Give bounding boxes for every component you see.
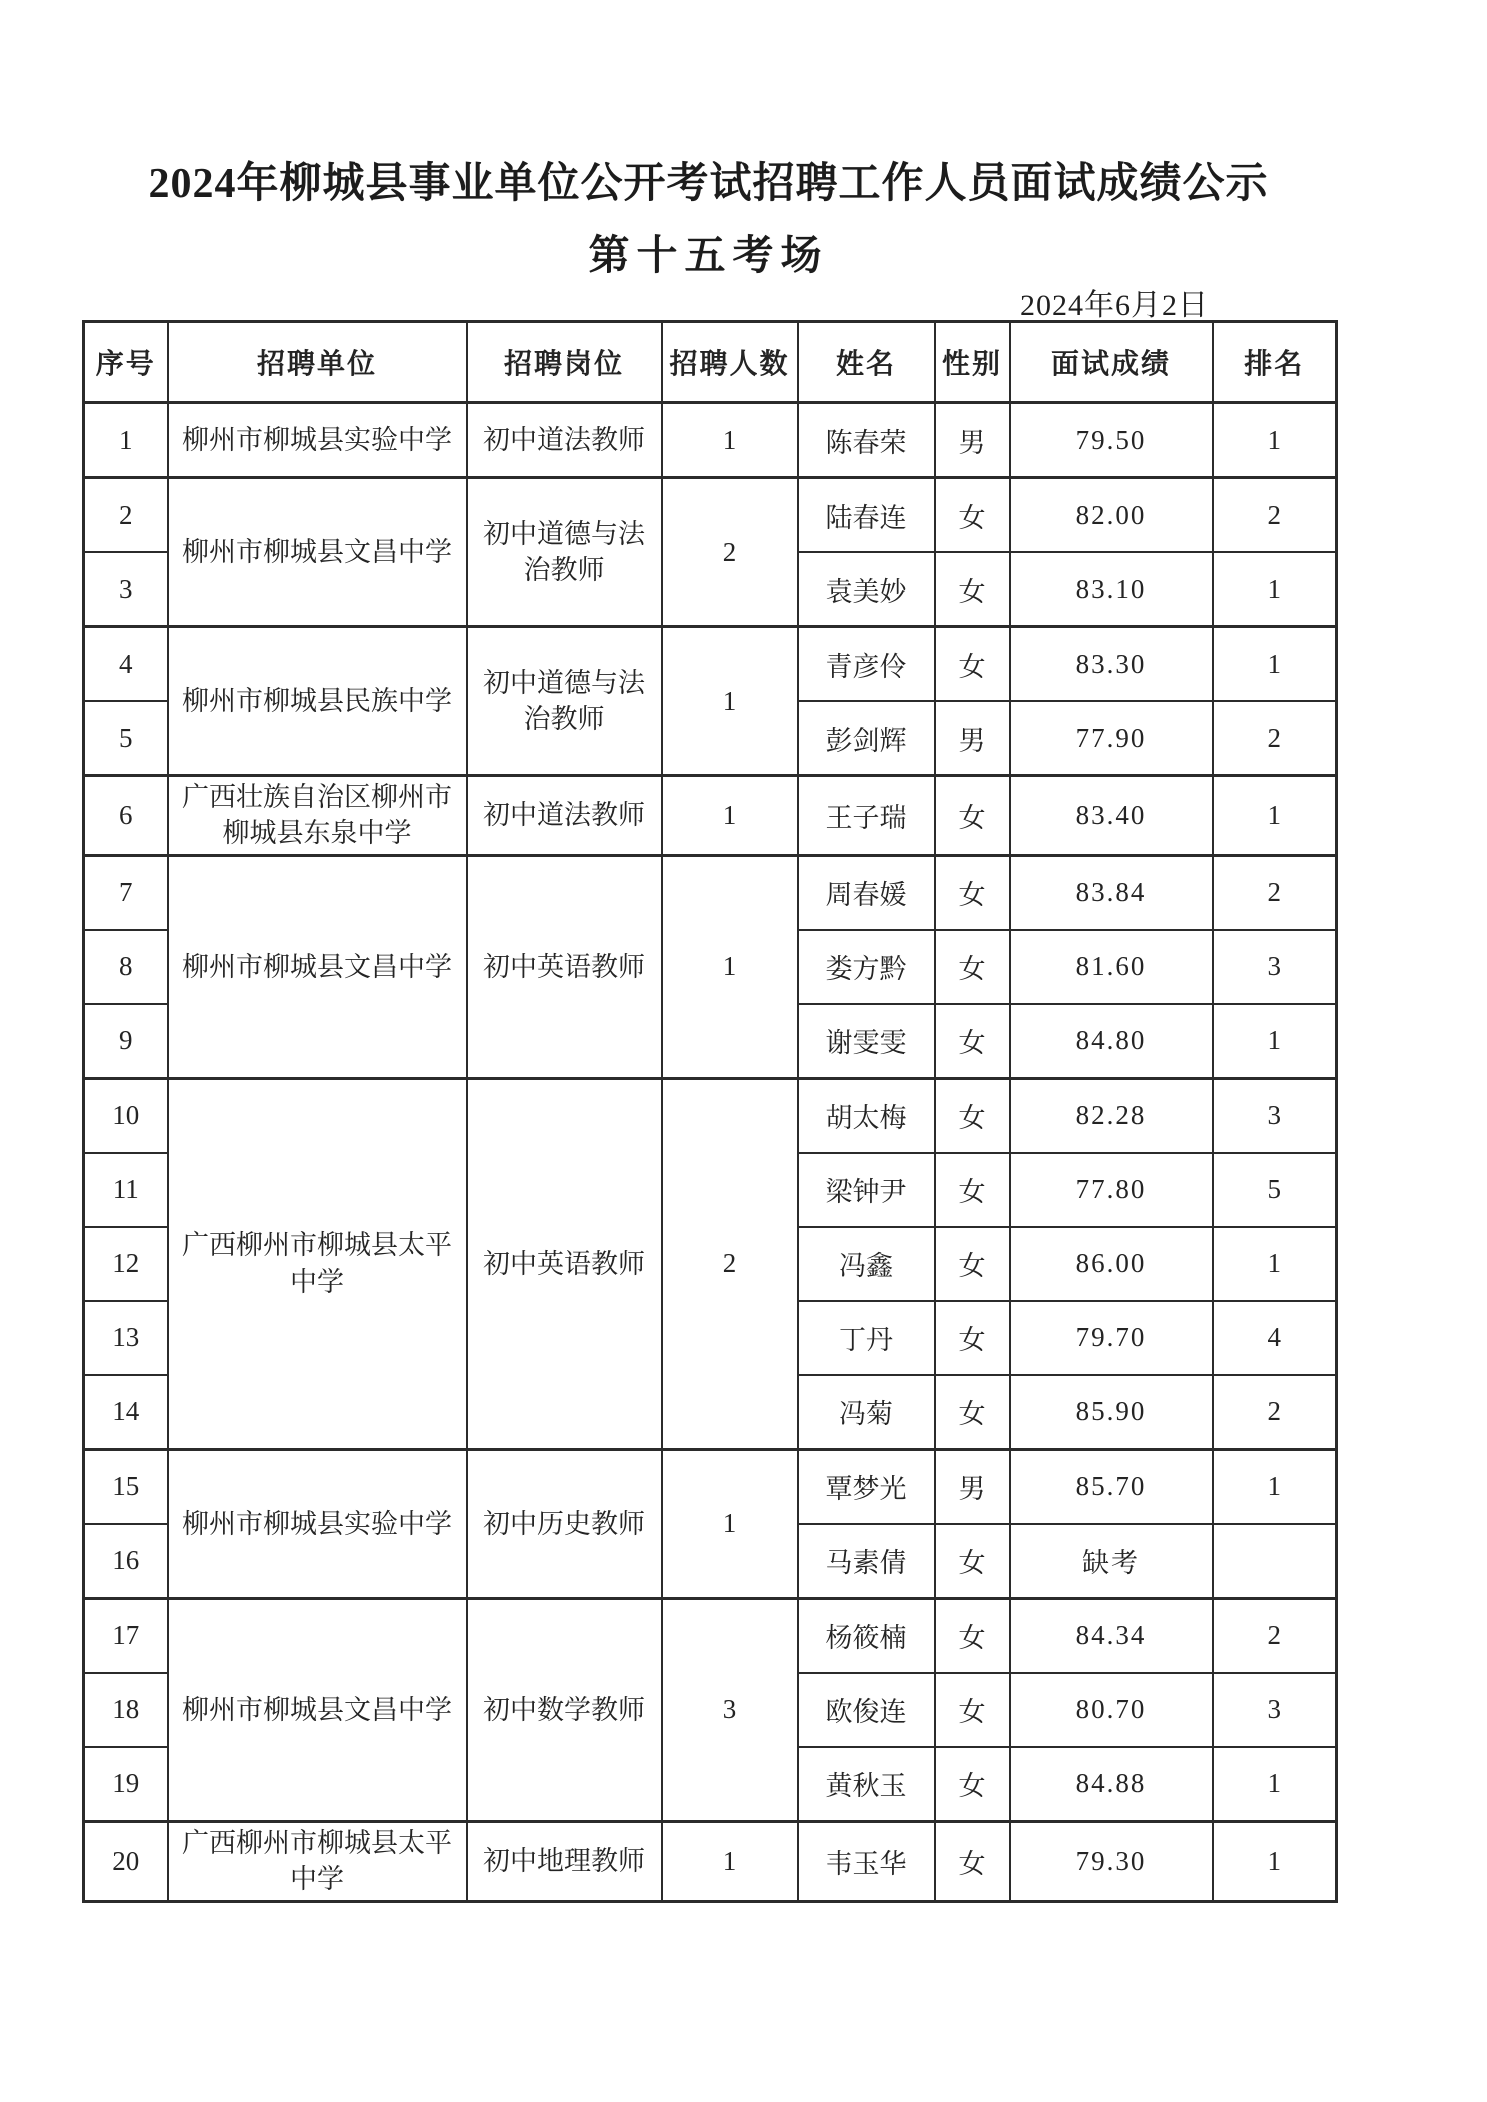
cell-unit: 柳州市柳城县实验中学 (168, 1449, 467, 1598)
cell-serial: 17 (84, 1598, 168, 1673)
cell-score: 79.30 (1010, 1821, 1213, 1901)
table-row (84, 627, 1337, 702)
col-header-position: 招聘岗位 (467, 322, 662, 403)
cell-rank: 2 (1213, 1598, 1337, 1673)
cell-position: 初中英语教师 (467, 1078, 662, 1449)
cell-serial: 9 (84, 1004, 168, 1079)
cell-serial: 18 (84, 1673, 168, 1747)
cell-position: 初中英语教师 (467, 855, 662, 1078)
cell-gender: 女 (935, 1375, 1010, 1450)
cell-name: 王子瑞 (798, 776, 935, 856)
table-row (84, 1449, 1337, 1524)
cell-gender: 女 (935, 1821, 1010, 1901)
cell-name: 冯鑫 (798, 1227, 935, 1301)
cell-name: 欧俊连 (798, 1673, 935, 1747)
cell-serial: 3 (84, 552, 168, 627)
cell-gender: 女 (935, 1524, 1010, 1599)
cell-position: 初中数学教师 (467, 1598, 662, 1821)
cell-score: 77.90 (1010, 701, 1213, 776)
cell-rank: 1 (1213, 1227, 1337, 1301)
cell-rank: 1 (1213, 552, 1337, 627)
cell-position: 初中道德与法治教师 (467, 627, 662, 776)
cell-score: 84.34 (1010, 1598, 1213, 1673)
table-row (84, 776, 1337, 856)
cell-gender: 男 (935, 403, 1010, 478)
cell-gender: 女 (935, 627, 1010, 702)
interview-score-table (82, 320, 1338, 1903)
cell-rank: 3 (1213, 930, 1337, 1004)
cell-serial: 15 (84, 1449, 168, 1524)
cell-rank: 2 (1213, 701, 1337, 776)
cell-rank: 1 (1213, 403, 1337, 478)
cell-serial: 2 (84, 478, 168, 553)
cell-unit: 柳州市柳城县文昌中学 (168, 1598, 467, 1821)
cell-score: 77.80 (1010, 1153, 1213, 1227)
cell-score: 83.10 (1010, 552, 1213, 627)
cell-count: 1 (662, 855, 798, 1078)
cell-name: 周春媛 (798, 855, 935, 930)
cell-unit: 柳州市柳城县民族中学 (168, 627, 467, 776)
cell-serial: 20 (84, 1821, 168, 1901)
date-label: 2024年6月2日 (1020, 289, 1209, 322)
cell-rank: 1 (1213, 1747, 1337, 1822)
cell-count: 2 (662, 1078, 798, 1449)
cell-score: 81.60 (1010, 930, 1213, 1004)
cell-gender: 女 (935, 1078, 1010, 1153)
cell-name: 韦玉华 (798, 1821, 935, 1901)
cell-rank: 2 (1213, 855, 1337, 930)
cell-unit: 广西柳州市柳城县太平中学 (168, 1821, 467, 1901)
cell-score: 80.70 (1010, 1673, 1213, 1747)
cell-rank: 1 (1213, 1449, 1337, 1524)
cell-count: 1 (662, 627, 798, 776)
cell-serial: 5 (84, 701, 168, 776)
cell-serial: 6 (84, 776, 168, 856)
cell-gender: 女 (935, 930, 1010, 1004)
cell-rank: 2 (1213, 478, 1337, 553)
cell-rank (1213, 1524, 1337, 1599)
cell-score: 83.84 (1010, 855, 1213, 930)
cell-gender: 男 (935, 701, 1010, 776)
cell-name: 谢雯雯 (798, 1004, 935, 1079)
cell-name: 丁丹 (798, 1301, 935, 1375)
cell-serial: 1 (84, 403, 168, 478)
cell-gender: 女 (935, 1598, 1010, 1673)
cell-serial: 19 (84, 1747, 168, 1822)
cell-count: 1 (662, 1821, 798, 1901)
cell-name: 陈春荣 (798, 403, 935, 478)
cell-gender: 女 (935, 1301, 1010, 1375)
cell-rank: 1 (1213, 1821, 1337, 1901)
cell-position: 初中地理教师 (467, 1821, 662, 1901)
cell-gender: 女 (935, 478, 1010, 553)
cell-score: 83.30 (1010, 627, 1213, 702)
document-title: 2024年柳城县事业单位公开考试招聘工作人员面试成绩公示 (148, 161, 1269, 207)
cell-position: 初中道法教师 (467, 776, 662, 856)
cell-score: 79.70 (1010, 1301, 1213, 1375)
col-header-unit: 招聘单位 (168, 322, 467, 403)
cell-name: 黄秋玉 (798, 1747, 935, 1822)
cell-score: 86.00 (1010, 1227, 1213, 1301)
table-row (84, 403, 1337, 478)
table-row (84, 1078, 1337, 1153)
cell-name: 袁美妙 (798, 552, 935, 627)
cell-gender: 女 (935, 552, 1010, 627)
cell-name: 青彦伶 (798, 627, 935, 702)
cell-name: 冯菊 (798, 1375, 935, 1450)
cell-name: 梁钟尹 (798, 1153, 935, 1227)
cell-serial: 10 (84, 1078, 168, 1153)
cell-rank: 3 (1213, 1078, 1337, 1153)
col-header-score: 面试成绩 (1010, 322, 1213, 403)
cell-rank: 1 (1213, 776, 1337, 856)
cell-name: 覃梦光 (798, 1449, 935, 1524)
cell-name: 杨筱楠 (798, 1598, 935, 1673)
cell-name: 陆春连 (798, 478, 935, 553)
table-row (84, 855, 1337, 930)
col-header-serial: 序号 (84, 322, 168, 403)
cell-gender: 女 (935, 1747, 1010, 1822)
col-header-name: 姓名 (798, 322, 935, 403)
cell-score: 82.28 (1010, 1078, 1213, 1153)
cell-gender: 男 (935, 1449, 1010, 1524)
cell-name: 马素倩 (798, 1524, 935, 1599)
cell-score: 85.90 (1010, 1375, 1213, 1450)
cell-serial: 12 (84, 1227, 168, 1301)
cell-gender: 女 (935, 855, 1010, 930)
cell-name: 胡太梅 (798, 1078, 935, 1153)
cell-score: 84.80 (1010, 1004, 1213, 1079)
cell-unit: 柳州市柳城县文昌中学 (168, 855, 467, 1078)
cell-count: 1 (662, 1449, 798, 1598)
cell-count: 3 (662, 1598, 798, 1821)
cell-score: 84.88 (1010, 1747, 1213, 1822)
exam-room-subtitle: 第十五考场 (588, 232, 829, 278)
table-row (84, 478, 1337, 553)
col-header-count: 招聘人数 (662, 322, 798, 403)
cell-rank: 5 (1213, 1153, 1337, 1227)
cell-gender: 女 (935, 1004, 1010, 1079)
cell-name: 娄方黔 (798, 930, 935, 1004)
table-row (84, 1821, 1337, 1901)
cell-rank: 1 (1213, 627, 1337, 702)
cell-rank: 1 (1213, 1004, 1337, 1079)
cell-gender: 女 (935, 776, 1010, 856)
cell-score: 79.50 (1010, 403, 1213, 478)
table-header-row (84, 322, 1337, 403)
cell-score: 83.40 (1010, 776, 1213, 856)
cell-gender: 女 (935, 1227, 1010, 1301)
cell-score: 85.70 (1010, 1449, 1213, 1524)
cell-serial: 11 (84, 1153, 168, 1227)
cell-name: 彭剑辉 (798, 701, 935, 776)
cell-count: 1 (662, 403, 798, 478)
cell-serial: 8 (84, 930, 168, 1004)
cell-unit: 柳州市柳城县文昌中学 (168, 478, 467, 627)
cell-position: 初中道德与法治教师 (467, 478, 662, 627)
cell-unit: 广西壮族自治区柳州市柳城县东泉中学 (168, 776, 467, 856)
cell-position: 初中道法教师 (467, 403, 662, 478)
cell-position: 初中历史教师 (467, 1449, 662, 1598)
cell-serial: 4 (84, 627, 168, 702)
cell-score: 缺考 (1010, 1524, 1213, 1599)
cell-serial: 16 (84, 1524, 168, 1599)
col-header-rank: 排名 (1213, 322, 1337, 403)
cell-gender: 女 (935, 1153, 1010, 1227)
cell-gender: 女 (935, 1673, 1010, 1747)
cell-count: 1 (662, 776, 798, 856)
cell-serial: 7 (84, 855, 168, 930)
cell-serial: 14 (84, 1375, 168, 1450)
col-header-gender: 性别 (935, 322, 1010, 403)
table-row (84, 1598, 1337, 1673)
cell-serial: 13 (84, 1301, 168, 1375)
cell-count: 2 (662, 478, 798, 627)
cell-rank: 2 (1213, 1375, 1337, 1450)
cell-score: 82.00 (1010, 478, 1213, 553)
cell-unit: 广西柳州市柳城县太平中学 (168, 1078, 467, 1449)
cell-rank: 4 (1213, 1301, 1337, 1375)
cell-unit: 柳州市柳城县实验中学 (168, 403, 467, 478)
cell-rank: 3 (1213, 1673, 1337, 1747)
